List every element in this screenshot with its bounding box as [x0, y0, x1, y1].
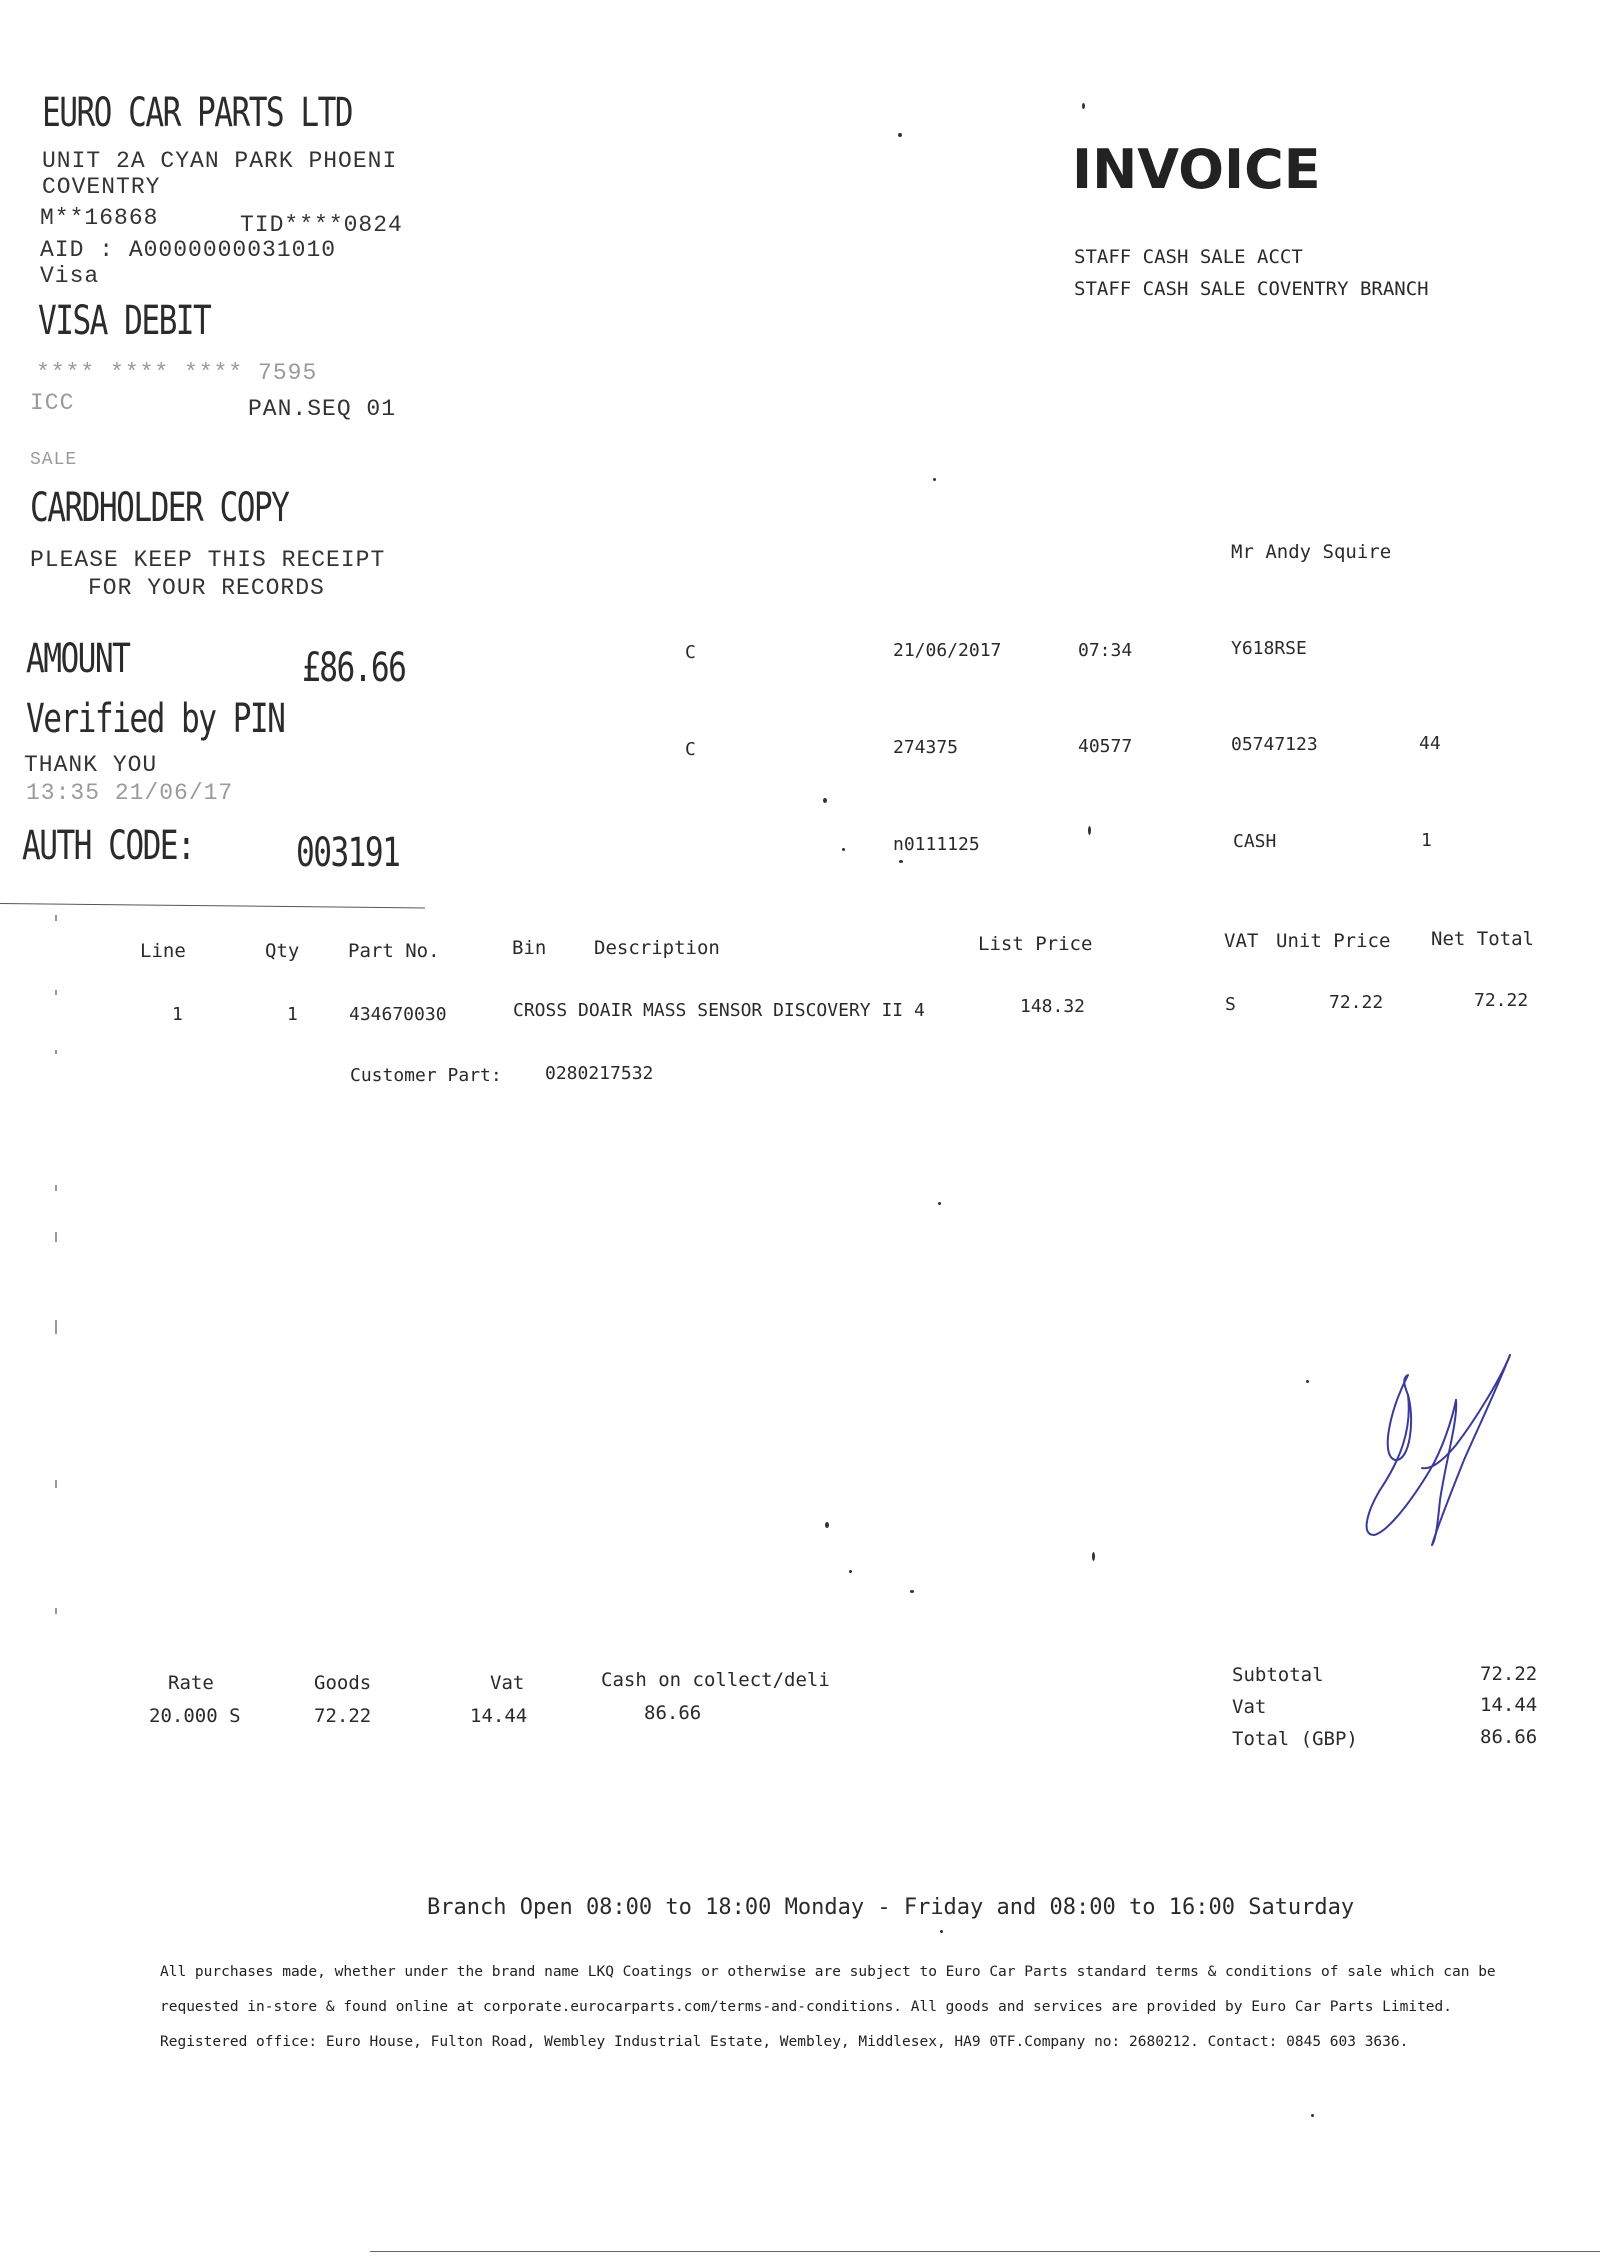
header-description: Description	[594, 937, 720, 959]
meta-cell: 274375	[893, 737, 959, 758]
account-line-2: STAFF CASH SALE COVENTRY BRANCH	[1074, 278, 1429, 300]
meta-cell: n0111125	[893, 834, 980, 855]
vat-header-goods: Goods	[314, 1672, 372, 1694]
header-vat: VAT	[1224, 930, 1259, 952]
account-line-1: STAFF CASH SALE ACCT	[1074, 246, 1303, 268]
invoice-title: INVOICE	[1072, 138, 1321, 201]
header-net-total: Net Total	[1431, 928, 1534, 950]
receipt-sale: SALE	[30, 450, 78, 470]
vat-header-cash: Cash on collect/deli	[601, 1669, 830, 1691]
receipt-time-date: 13:35 21/06/17	[26, 780, 234, 806]
meta-cell: 40577	[1078, 736, 1133, 757]
vat-value-cash: 86.66	[644, 1702, 702, 1724]
cell-line: 1	[172, 1004, 183, 1025]
customer-part-label: Customer Part:	[350, 1065, 502, 1086]
meta-cell: 21/06/2017	[893, 640, 1002, 661]
opening-hours: Branch Open 08:00 to 18:00 Monday - Friday and 08:00 to 16:00 Saturday	[427, 1895, 1355, 1920]
vat-value-goods: 72.22	[314, 1705, 372, 1727]
cell-part-no: 434670030	[349, 1004, 447, 1025]
header-unit-price: Unit Price	[1276, 930, 1391, 952]
grand-total-label: Total (GBP)	[1232, 1728, 1358, 1750]
receipt-keep-line1: PLEASE KEEP THIS RECEIPT	[30, 547, 386, 573]
customer-part-value: 0280217532	[545, 1063, 654, 1084]
meta-cell: CASH	[1233, 831, 1277, 852]
meta-cell: Y618RSE	[1231, 638, 1307, 659]
customer-name: Mr Andy Squire	[1231, 541, 1392, 563]
vat-total-label: Vat	[1232, 1696, 1267, 1718]
cell-qty: 1	[287, 1004, 298, 1025]
meta-cell: 1	[1421, 830, 1432, 851]
header-part-no: Part No.	[348, 940, 440, 962]
meta-cell: C	[685, 642, 696, 663]
receipt-icc: ICC	[30, 390, 75, 416]
signature-image	[1360, 1350, 1520, 1550]
vat-header-vat: Vat	[490, 1672, 525, 1694]
cell-description: CROSS DOAIR MASS SENSOR DISCOVERY II 4	[513, 1000, 925, 1021]
receipt-card-number: **** **** **** 7595	[36, 360, 318, 386]
receipt-auth-label: AUTH CODE:	[22, 823, 195, 869]
receipt-copy-label: CARDHOLDER COPY	[30, 485, 289, 531]
cell-list-price: 148.32	[1020, 996, 1086, 1017]
receipt-merchant-id: M**16868	[40, 205, 159, 231]
receipt-card-brand: Visa	[40, 263, 100, 289]
cell-vat: S	[1225, 994, 1236, 1015]
receipt-amount-label: AMOUNT	[26, 636, 130, 682]
meta-cell: 05747123	[1231, 734, 1318, 755]
vat-total-value: 14.44	[1480, 1694, 1538, 1716]
header-line: Line	[140, 940, 186, 962]
receipt-thank-you: THANK YOU	[24, 752, 158, 778]
receipt-amount-value: £86.66	[302, 645, 406, 691]
grand-total-value: 86.66	[1480, 1726, 1538, 1748]
vat-header-rate: Rate	[168, 1672, 214, 1694]
vat-value-rate: 20.000 S	[149, 1705, 241, 1727]
receipt-keep-line2: FOR YOUR RECORDS	[88, 575, 325, 601]
vat-value-vat: 14.44	[470, 1705, 528, 1727]
receipt-address: UNIT 2A CYAN PARK PHOENI	[42, 148, 398, 174]
receipt-verified: Verified by PIN	[26, 696, 285, 742]
terms-and-conditions: All purchases made, whether under the brand name LKQ Coatings or otherwise are subject to Euro Car Parts standard terms & conditions of sale which can be requested in-store & found online at corporate.eurocarparts.com/terms-and-conditions. All goods and services are provided by Euro Car Parts Limited. Registered office: Euro House, Fulton Road, Wembley Industrial Estate, Wembley, Middlesex, HA9 0TF.Company no: 2680212. Contact: 0845 603 3636.	[160, 1964, 1496, 2050]
subtotal-label: Subtotal	[1232, 1664, 1324, 1686]
receipt-pan-seq: PAN.SEQ 01	[248, 396, 397, 422]
meta-cell: 07:34	[1078, 640, 1133, 661]
receipt-company: EURO CAR PARTS LTD	[42, 90, 353, 136]
receipt-auth-value: 003191	[296, 830, 400, 876]
cell-unit-price: 72.22	[1329, 992, 1384, 1013]
header-list-price: List Price	[978, 933, 1093, 955]
subtotal-value: 72.22	[1480, 1663, 1538, 1685]
cell-net-total: 72.22	[1474, 990, 1529, 1011]
header-bin: Bin	[512, 937, 547, 959]
meta-cell: 44	[1419, 733, 1441, 754]
header-qty: Qty	[265, 940, 300, 962]
receipt-edge	[0, 903, 425, 908]
receipt-terminal-id: TID****0824	[240, 212, 403, 238]
receipt-card-type: VISA DEBIT	[38, 298, 211, 344]
meta-cell: C	[685, 739, 696, 760]
receipt-aid: AID : A0000000031010	[40, 237, 337, 263]
receipt-city: COVENTRY	[42, 174, 161, 200]
